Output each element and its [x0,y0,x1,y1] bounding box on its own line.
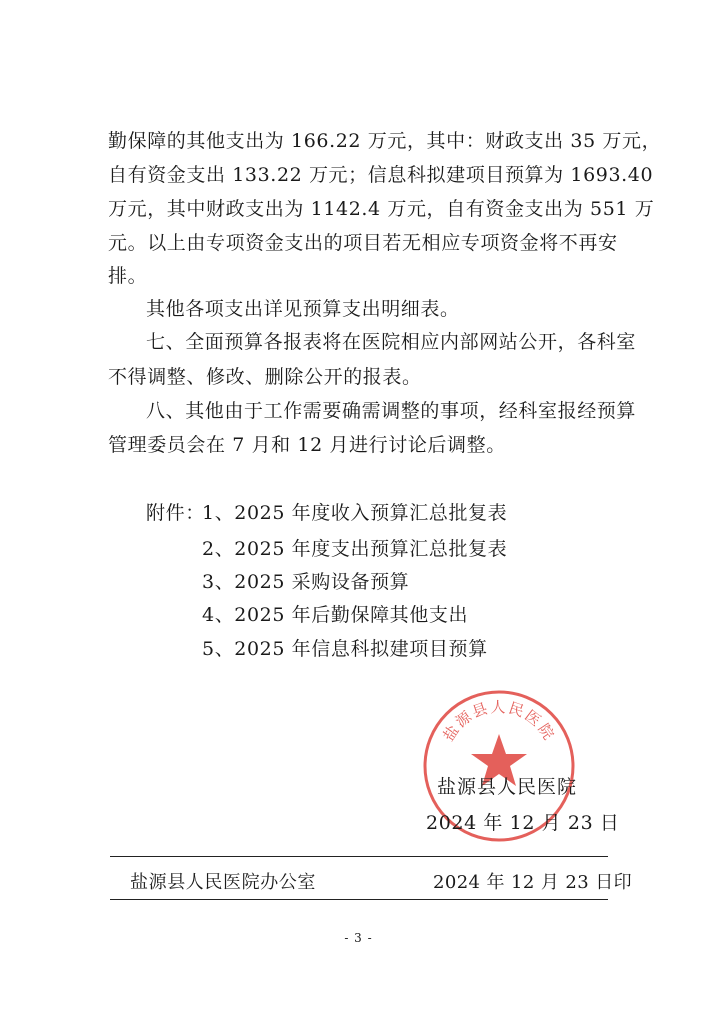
body-line: 自有资金支出 133.22 万元；信息科拟建项目预算为 1693.40 [108,164,654,186]
attachment-item: 2、2025 年度支出预算汇总批复表 [202,538,508,560]
body-line: 管理委员会在 7 月和 12 月进行讨论后调整。 [108,434,506,456]
signature-date: 2024 年 12 月 23 日 [426,812,620,834]
attachments-label: 附件： [146,502,205,524]
signature-hospital: 盐源县人民医院 [437,776,578,798]
footer-top-rule [110,856,608,857]
footer-print-date: 2024 年 12 月 23 日印 [433,872,633,893]
attachment-item: 3、2025 采购设备预算 [202,571,410,593]
section-eight: 八、其他由于工作需要确需调整的事项，经科室报经预算 [146,400,637,422]
body-line: 勤保障的其他支出为 166.22 万元，其中：财政支出 35 万元， [108,130,662,152]
body-paragraph: 其他各项支出详见预算支出明细表。 [146,298,460,320]
body-line: 万元，其中财政支出为 1142.4 万元，自有资金支出为 551 万 [108,198,655,220]
svg-text:盐源县人民医院: 盐源县人民医院 [439,698,559,745]
section-seven: 七、全面预算各报表将在医院相应内部网站公开，各科室 [146,331,637,353]
attachment-item: 5、2025 年信息科拟建项目预算 [202,638,488,660]
body-line: 排。 [108,265,148,287]
attachment-item: 4、2025 年后勤保障其他支出 [202,604,469,626]
body-line: 不得调整、修改、删除公开的报表。 [108,366,422,388]
footer-bottom-rule [110,899,608,900]
footer-office: 盐源县人民医院办公室 [130,872,316,893]
attachment-item: 1、2025 年度收入预算汇总批复表 [202,502,508,524]
page-number: - 3 - [344,931,373,945]
body-line: 元。以上由专项资金支出的项目若无相应专项资金将不再安 [108,232,618,254]
